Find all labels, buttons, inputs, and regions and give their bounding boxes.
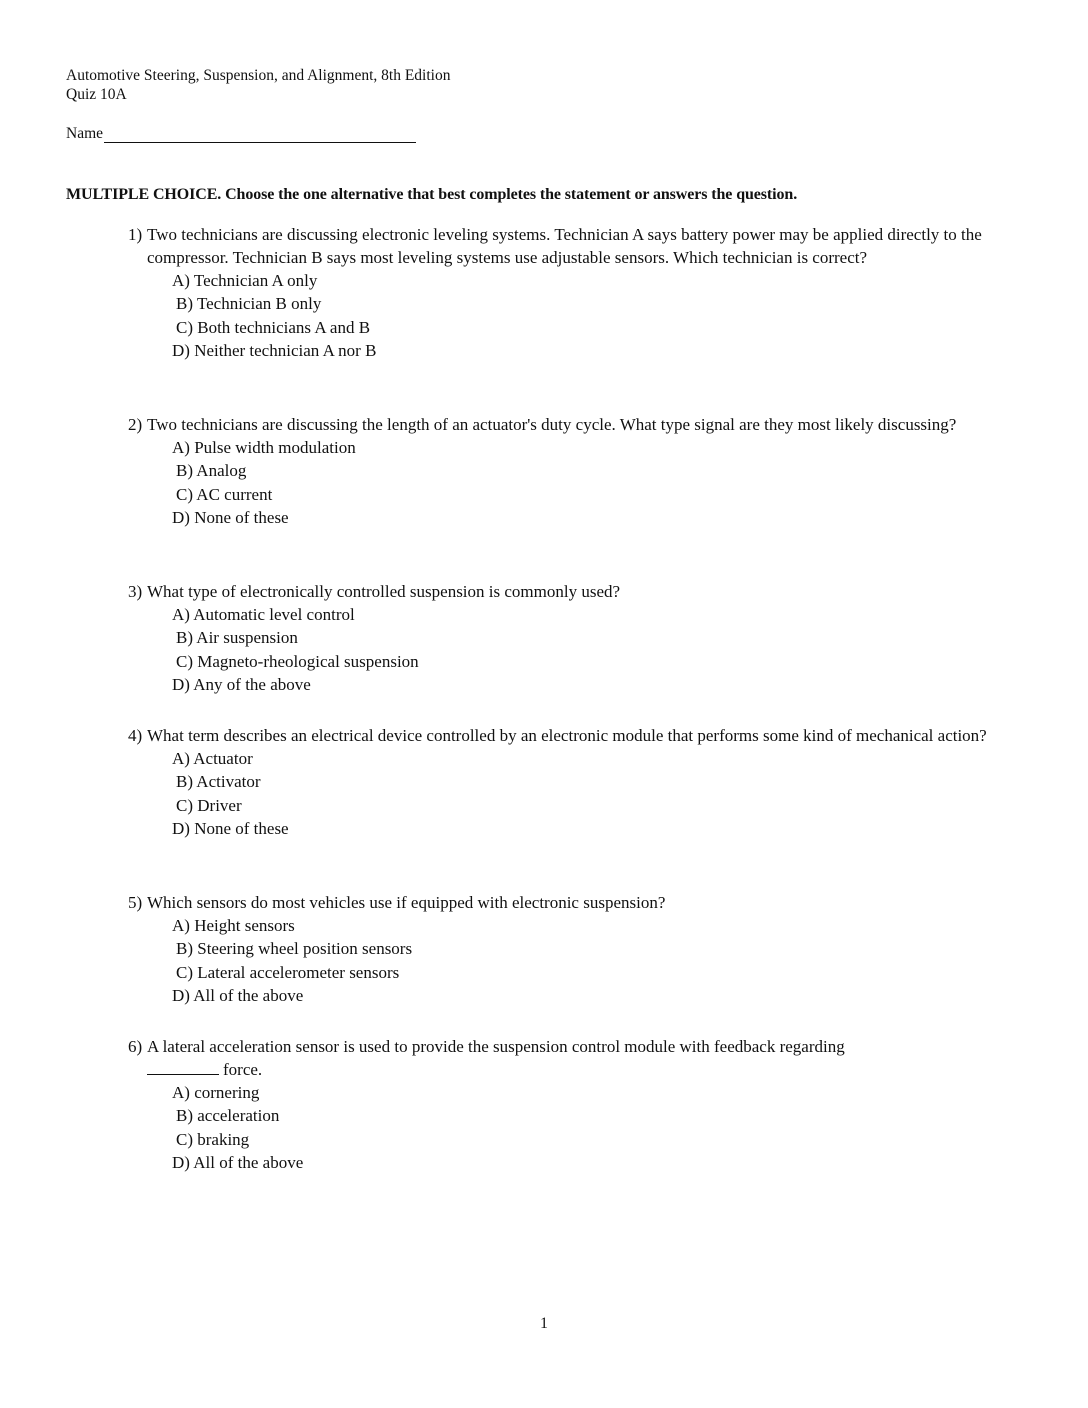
course-title: Automotive Steering, Suspension, and Alignment, 8th Edition	[66, 67, 451, 84]
choice-d[interactable]: D) None of these	[172, 818, 289, 838]
question-number: 3)	[128, 582, 143, 601]
question-3	[128, 580, 1028, 696]
choice-b[interactable]: B) Air suspension	[176, 628, 298, 648]
answer-choices	[172, 603, 1028, 696]
choice-c[interactable]: C) Magneto-rheological suspension	[176, 651, 419, 671]
question-5	[128, 891, 1028, 1007]
choice-c[interactable]: C) Driver	[176, 795, 242, 815]
choice-b[interactable]: B) Analog	[176, 461, 247, 481]
question-number: 4)	[128, 726, 143, 745]
choice-d[interactable]: D) All of the above	[172, 985, 304, 1005]
choice-c[interactable]: C) AC current	[176, 484, 273, 504]
question-1	[128, 223, 1028, 362]
question-number: 1)	[128, 225, 143, 244]
section-instructions: MULTIPLE CHOICE. Choose the one alternative that best completes the statement or answers the question.	[66, 186, 798, 203]
choice-a[interactable]: A) Pulse width modulation	[172, 438, 356, 457]
choice-b[interactable]: B) Technician B only	[176, 294, 322, 314]
choice-a[interactable]: A) Height sensors	[172, 916, 295, 935]
choice-c[interactable]: C) braking	[176, 1129, 250, 1149]
question-text: Which sensors do most vehicles use if equipped with electronic suspension?	[147, 893, 666, 912]
name-field-row	[66, 124, 416, 143]
answer-choices	[172, 436, 1028, 529]
question-text: Two technicians are discussing electronic leveling systems. Technician A says battery power may be applied directly to the compressor. Technician B says most leveling systems use adjustable sensors. Which technician is correct?	[147, 225, 982, 267]
choice-a[interactable]: A) cornering	[172, 1083, 260, 1102]
answer-choices	[172, 1081, 1028, 1174]
name-label: Name	[66, 125, 104, 142]
document-header	[66, 66, 450, 104]
name-blank-line[interactable]	[104, 124, 416, 143]
choice-a[interactable]: A) Automatic level control	[172, 605, 355, 624]
choice-b[interactable]: B) acceleration	[176, 1106, 280, 1126]
choice-a[interactable]: A) Technician A only	[172, 271, 318, 290]
question-6	[128, 1035, 1028, 1174]
answer-choices	[172, 914, 1028, 1007]
choice-d[interactable]: D) Any of the above	[172, 674, 311, 694]
question-text: Two technicians are discussing the length of an actuator's duty cycle. What type signal are they most likely discussing?	[147, 415, 957, 434]
choice-d[interactable]: D) None of these	[172, 507, 289, 527]
question-number: 6)	[128, 1037, 143, 1056]
answer-choices	[172, 747, 1028, 840]
question-text: What type of electronically controlled suspension is commonly used?	[147, 582, 621, 601]
choice-a[interactable]: A) Actuator	[172, 749, 253, 768]
page-number: 1	[540, 1315, 548, 1332]
quiz-title: Quiz 10A	[66, 86, 127, 103]
question-text-after-blank: force.	[223, 1060, 263, 1079]
question-2	[128, 413, 1028, 529]
choice-d[interactable]: D) Neither technician A nor B	[172, 340, 377, 360]
choice-b[interactable]: B) Steering wheel position sensors	[176, 939, 413, 959]
question-4	[128, 724, 1028, 840]
question-number: 2)	[128, 415, 143, 434]
fill-in-blank[interactable]	[147, 1059, 219, 1075]
question-number: 5)	[128, 893, 143, 912]
choice-b[interactable]: B) Activator	[176, 772, 261, 792]
choice-c[interactable]: C) Lateral accelerometer sensors	[176, 962, 400, 982]
answer-choices	[172, 269, 1028, 362]
question-text-before-blank: A lateral acceleration sensor is used to provide the suspension control module with feedback regarding	[147, 1037, 845, 1056]
question-text: What term describes an electrical device controlled by an electronic module that performs some kind of mechanical action?	[147, 726, 987, 745]
choice-d[interactable]: D) All of the above	[172, 1152, 304, 1172]
choice-c[interactable]: C) Both technicians A and B	[176, 317, 371, 337]
question-text	[147, 1035, 1028, 1081]
